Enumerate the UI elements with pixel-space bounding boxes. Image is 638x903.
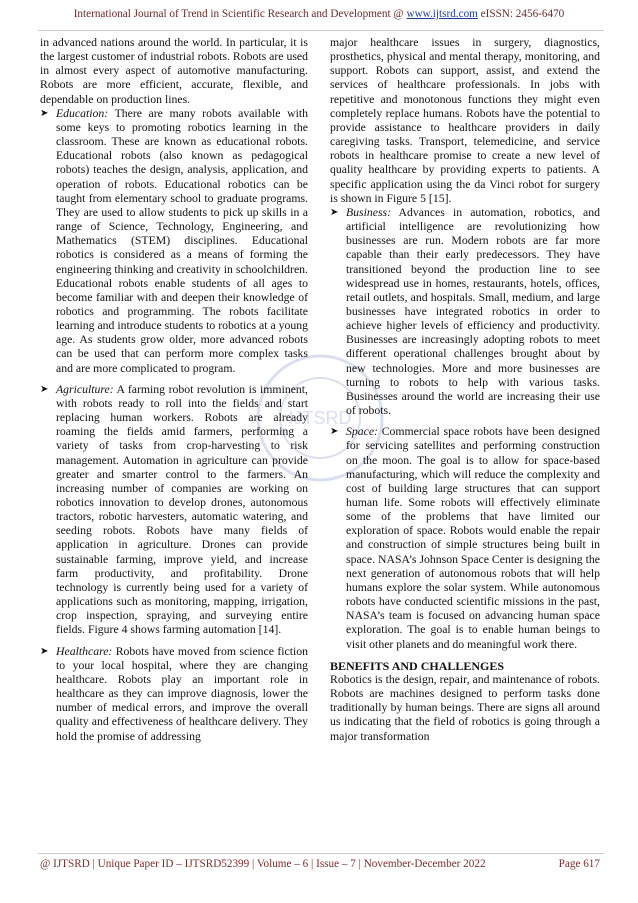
arrow-bullet-icon: ➤ (40, 645, 49, 657)
healthcare-label: Healthcare: (56, 644, 113, 658)
arrow-bullet-icon: ➤ (40, 383, 49, 395)
footer-page-number: Page 617 (558, 858, 600, 870)
right-column (330, 36, 600, 744)
section-heading: BENEFITS AND CHALLENGES (330, 658, 505, 673)
page-footer (40, 858, 600, 870)
business-label: Business: (346, 205, 392, 219)
paragraph-continuation: in advanced nations around the world. In particular, it is the largest customer of industrial robots. Robots are used in almost every aspect of automotive manufacturing. Robots are more efficient, accurate, flexible, and dependable on production lines. (40, 36, 308, 106)
footer-paper-info: @ IJTSRD | Unique Paper ID – IJTSRD52399 | Volume – 6 | Issue – 7 | November-December 2022 (40, 858, 486, 870)
education-label: Education: (56, 106, 109, 120)
list-item-space (330, 425, 600, 652)
agriculture-label: Agriculture: (56, 382, 114, 396)
header-issn: eISSN: 2456-6470 (477, 8, 565, 20)
arrow-bullet-icon: ➤ (330, 206, 339, 218)
healthcare-continued-text: major healthcare issues in surgery, diagnostics, prosthetics, physical and mental therapy, monitoring, and support. Robots can support, assist, and extend the services of healthcare professionals. In jobs with repetitive and monotonous functions they might even completely replace humans. Robots have the potential to provide assistance to healthcare providers in daily caregiving tasks. Transport, telemedicine, and service robots in healthcare promise to create a new level of quality healthcare by providing experts to patients. A specific application using the da Vinci robot for surgery is shown in Figure 5 [15]. (330, 36, 600, 205)
footer-divider (38, 853, 604, 854)
journal-header (0, 8, 638, 20)
space-text: Commercial space robots have been designed for servicing satellites and performing construction on the moon. The goal is to allow for space-based manufacturing, which will reduce the complexity and cost of building large structures that can support human life. Some robots will effectively eliminate some of the problems that have limited our exploration of space. Robots would enable the repair and construction of simple structures being built in space. NASA’s Johnson Space Center is designing the next generation of autonomous robots that will help humans explore the solar system. While autonomous robots have conducted scientific missions in the past, NASA’s team is focused on advancing human space exploration. The goal is to enable human beings to visit other planets and do meaningful work there. (346, 425, 600, 651)
svg-text:IJTSRD: IJTSRD (288, 408, 352, 428)
healthcare-text: Robots have moved from science fiction to your local hospital, where they are changing healthcare. Robots play an important role in healthcare as they can improve diagnosis, lower the number of medical errors, and improve the overall quality and effectiveness of healthcare delivery. They hold the promise of addressing (56, 644, 308, 743)
space-label: Space: (346, 425, 378, 439)
list-item-healthcare (40, 645, 308, 744)
arrow-bullet-icon: ➤ (330, 426, 339, 438)
left-column (40, 36, 308, 751)
business-text: Advances in automation, robotics, and artificial intelligence are revolutionizing how businesses are run. Modern robots are far more capable than their early predecessors. They have transitioned beyond the production line to see widespread use in homes, restaurants, hotels, offices, retail outlets, and hospitals. Small, medium, and large businesses have integrated robotics in order to achieve higher levels of efficiency and productivity. Businesses are increasingly adopting robots to meet different operational challenges brought about by new technologies. More and more businesses are turning to robots to help with various tasks. Businesses around the world are increasing their use of robots. (346, 205, 600, 418)
agriculture-text: A farming robot revolution is imminent, with robots ready to roll into the fields and start replacing human workers. Robots are already roaming the fields amid farmers, performing a variety of tasks from crop-harvesting to risk management. Automation in agriculture can provide greater and smarter control to the farmers. An increasing number of companies are working on robotics innovation to develop drones, autonomous tractors, robotic harvesters, automatic watering, and seeding robots. Robots have many fields of application in agriculture. Drones can provide sustainable farming, improve yield, and increase farm productivity, and profitability. Drone technology is currently being used for a variety of applications such as monitoring, mapping, irrigation, crop inspection, spraying, and surveying entire fields. Figure 4 shows farming automation [14]. (56, 382, 308, 637)
education-text: There are many robots available with some keys to promoting robotics learning in the classroom. These are known as educational robots. Educational robots (also known as pedagogical robots) teaches the design, analysis, application, and operation of robots. Educational robotics can be taught from elementary school to graduate programs. They are used to allow students to pick up skills in a range of Science, Technology, Engineering, and Mathematics (STEM) disciplines. Educational robotics is considered as a means of forming the engineering thinking and creativity in schoolchildren. Educational robots enable students of all ages to become familiar with and deepen their knowledge of robotics and programming. The robots facilitate learning and introduce students to robotics at a young age. As students grow older, more advanced robots can be used that can perform more complex tasks and are more complicated to program. (56, 106, 308, 375)
list-item-education (40, 107, 308, 376)
header-divider (38, 30, 604, 31)
list-item-business (330, 206, 600, 418)
list-item-agriculture (40, 383, 308, 638)
section-paragraph: Robotics is the design, repair, and maintenance of robots. Robots are machines designed to perform tasks done traditionally by human beings. There are signs all around us indicating that the field of robotics is going through a major transformation (330, 672, 600, 743)
header-title: International Journal of Trend in Scientific Research and Development @ (73, 8, 407, 20)
header-site-link[interactable]: www.ijtsrd.com (406, 8, 478, 20)
arrow-bullet-icon: ➤ (40, 107, 49, 119)
